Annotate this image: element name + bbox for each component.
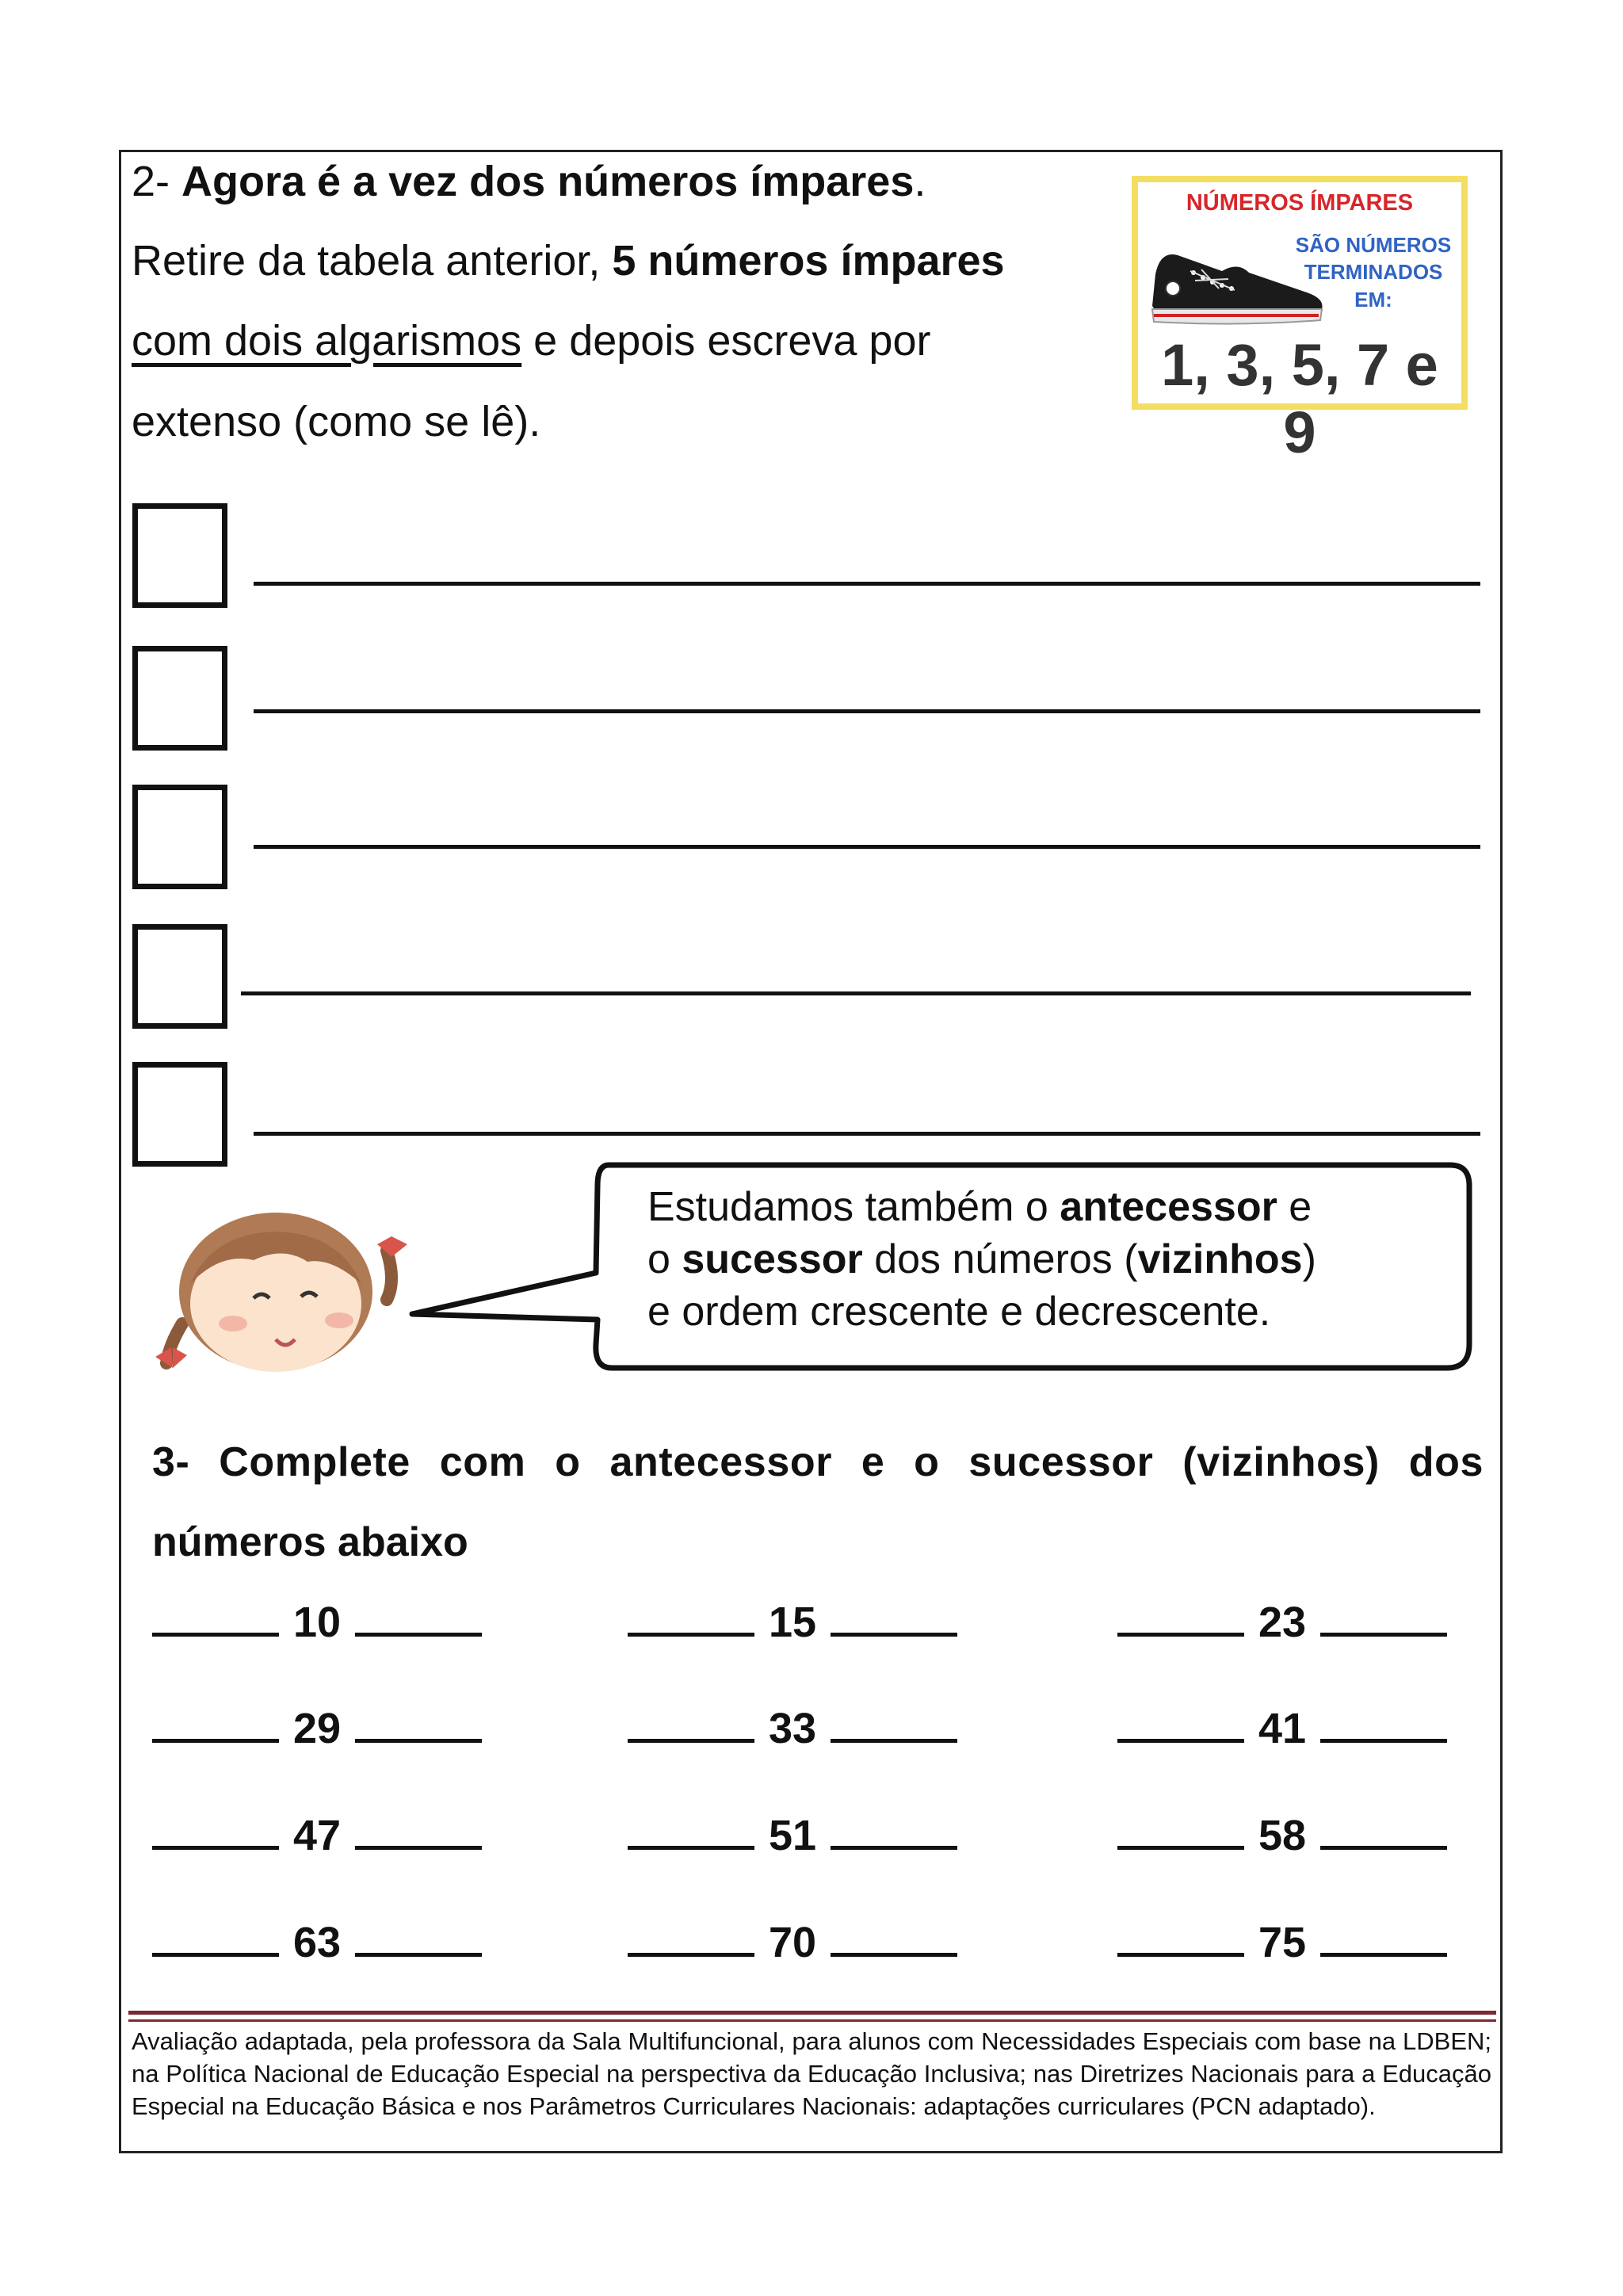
neighbor-item (1117, 1598, 1447, 1647)
badge-digits: 1, 3, 5, 7 e 9 (1161, 332, 1438, 465)
antecessor-blank[interactable] (1117, 1811, 1244, 1850)
answer-line-1[interactable] (254, 582, 1480, 586)
badge-line2: TERMINADOS (1304, 260, 1443, 285)
bubble-line-1 (647, 1181, 1316, 1233)
answer-line-5[interactable] (254, 1132, 1480, 1136)
antecessor-blank[interactable] (1117, 1918, 1244, 1957)
footer-rule-top (128, 2011, 1496, 2015)
given-number: 47 (292, 1812, 342, 1859)
given-number: 51 (768, 1812, 817, 1859)
antecessor-blank[interactable] (628, 1598, 754, 1637)
q2-title (132, 159, 926, 205)
sucessor-blank[interactable] (355, 1811, 482, 1850)
antecessor-blank[interactable] (152, 1598, 279, 1637)
badge-subtitle (1290, 231, 1457, 313)
antecessor-blank[interactable] (152, 1918, 279, 1957)
speech-bubble-text (647, 1181, 1316, 1338)
given-number: 41 (1258, 1705, 1307, 1752)
given-number: 63 (292, 1919, 342, 1966)
neighbor-item (152, 1598, 482, 1647)
given-number: 29 (292, 1705, 342, 1752)
antecessor-blank[interactable] (152, 1811, 279, 1850)
bubble-l2-e: ) (1302, 1236, 1316, 1282)
given-number: 70 (768, 1919, 817, 1966)
neighbor-item (152, 1704, 482, 1753)
badge-line1: SÃO NÚMEROS (1295, 233, 1452, 257)
neighbor-item (1117, 1704, 1447, 1753)
neighbor-item (152, 1811, 482, 1860)
antecessor-blank[interactable] (1117, 1598, 1244, 1637)
bubble-line-2 (647, 1233, 1316, 1286)
bubble-l1-c: e (1277, 1184, 1312, 1230)
neighbor-item (628, 1918, 957, 1967)
antecessor-blank[interactable] (152, 1704, 279, 1743)
bubble-l2-a: o (647, 1236, 682, 1282)
sucessor-blank[interactable] (831, 1918, 957, 1957)
q2-line2-text: Retire da tabela anterior, (132, 237, 613, 285)
q2-line3 (132, 318, 930, 365)
given-number: 33 (768, 1705, 817, 1752)
given-number: 10 (292, 1599, 342, 1646)
sucessor-blank[interactable] (1320, 1811, 1447, 1850)
antecessor-blank[interactable] (628, 1918, 754, 1957)
answer-box-3[interactable] (132, 785, 227, 889)
antecessor-blank[interactable] (1117, 1704, 1244, 1743)
answer-box-1[interactable] (132, 503, 227, 608)
answer-box-5[interactable] (132, 1062, 227, 1167)
neighbor-item (628, 1704, 957, 1753)
bubble-l2-bold: sucessor (682, 1236, 863, 1282)
sucessor-blank[interactable] (1320, 1918, 1447, 1957)
antecessor-blank[interactable] (628, 1704, 754, 1743)
q2-line2-bold: 5 números ímpares (612, 237, 1005, 285)
footer-note: Avaliação adaptada, pela professora da Sala Multifuncional, para alunos com Necessidades Especiais com base na LDBEN; na Política Nacional de Educação Especial na perspectiva da Educação Inclusiva; nas Diretrizes Nacionais para a Educação Especial na Educação Básica e nos Parâmetros Curriculares Nacionais: adaptações curriculares (PCN adaptado). (132, 2027, 1491, 2120)
q3-title-line1: 3- Complete com o antecessor e o sucessor (vizinhos) dos (152, 1439, 1484, 1485)
sucessor-blank[interactable] (1320, 1704, 1447, 1743)
bubble-l1-bold: antecessor (1060, 1184, 1277, 1230)
given-number: 75 (1258, 1919, 1307, 1966)
given-number: 58 (1258, 1812, 1307, 1859)
antecessor-blank[interactable] (628, 1811, 754, 1850)
badge-title: NÚMEROS ÍMPARES (1186, 190, 1414, 216)
given-number: 15 (768, 1599, 817, 1646)
sucessor-blank[interactable] (355, 1598, 482, 1637)
answer-line-2[interactable] (254, 709, 1480, 713)
answer-box-2[interactable] (132, 646, 227, 751)
bubble-l2-bold-2: vizinhos (1137, 1236, 1303, 1282)
answer-line-4[interactable] (241, 991, 1471, 995)
footer-rule-bottom (128, 2019, 1496, 2022)
neighbor-item (1117, 1811, 1447, 1860)
q2-title-end: . (914, 158, 926, 205)
q2-line4: extenso (como se lê). (132, 398, 541, 445)
q3-title-line2: números abaixo (152, 1519, 468, 1565)
sucessor-blank[interactable] (831, 1704, 957, 1743)
sucessor-blank[interactable] (831, 1811, 957, 1850)
bubble-l1-a: Estudamos também o (647, 1184, 1060, 1230)
given-number: 23 (1258, 1599, 1307, 1646)
q2-number: 2- (132, 158, 182, 205)
bubble-l2-c: dos números ( (862, 1236, 1138, 1282)
bubble-line-3: e ordem crescente e decrescente. (647, 1289, 1271, 1335)
badge-line3: EM: (1354, 287, 1392, 311)
q2-line3-underlined: com dois algarismos (132, 317, 522, 365)
q2-line2 (132, 238, 1005, 285)
answer-line-3[interactable] (254, 845, 1480, 849)
answer-box-4[interactable] (132, 924, 227, 1029)
neighbor-item (152, 1918, 482, 1967)
sucessor-blank[interactable] (355, 1704, 482, 1743)
neighbor-item (628, 1811, 957, 1860)
sucessor-blank[interactable] (355, 1918, 482, 1957)
odd-numbers-badge (1132, 176, 1468, 465)
neighbor-item (1117, 1918, 1447, 1967)
sucessor-blank[interactable] (1320, 1598, 1447, 1637)
q2-line3-rest: e depois escreva por (521, 317, 931, 365)
sucessor-blank[interactable] (831, 1598, 957, 1637)
q2-title-bold: Agora é a vez dos números ímpares (181, 158, 915, 205)
neighbor-item (628, 1598, 957, 1647)
